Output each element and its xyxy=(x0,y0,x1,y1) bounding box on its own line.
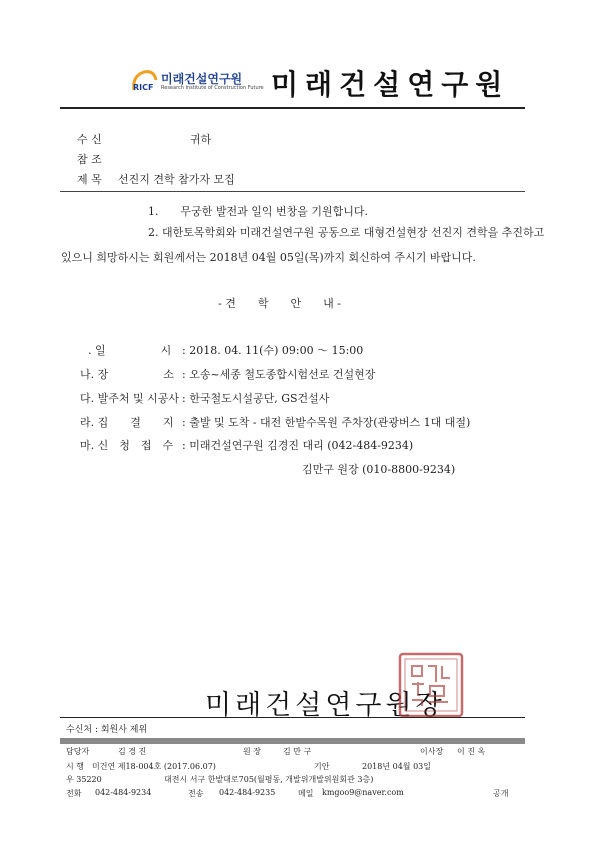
logo-mark-icon xyxy=(130,68,158,94)
detail-label-place: 나. 장 소 xyxy=(80,368,174,381)
paragraph-2-line-2: 있으니 희망하시는 회원께서는 2018년 04월 05일(목)까지 회신하여 주시기 바랍니다. xyxy=(61,251,476,264)
detail-label-apply: 마. 신 청 접 수 xyxy=(80,439,174,452)
recipients: 수신처 : 회원사 제위 xyxy=(66,725,148,735)
footer-fax: 042-484-9235 xyxy=(219,788,276,797)
logo-name-en: Research Institute of Construction Future xyxy=(161,85,264,91)
logo-name-ko: 미래건설연구원 xyxy=(161,72,243,86)
signature: 미래건설연구원장 xyxy=(205,690,446,721)
official-seal xyxy=(398,652,464,718)
subject-value: 선진지 견학 참가자 모집 xyxy=(118,173,235,186)
paragraph-1: 1. 무궁한 발전과 일익 번창을 기원합니다. xyxy=(148,205,368,218)
ref-label: 참 조 xyxy=(77,153,102,166)
subject-divider xyxy=(60,191,525,192)
detail-value-place: : 오송~세종 철도종합시험선로 건설현장 xyxy=(182,368,376,381)
footer-address: 대전시 서구 한밭대로705(월평동, 개발위개발위원회관 3층) xyxy=(164,775,374,784)
footer-chair-label: 이사장 xyxy=(420,747,444,756)
detail-label-meeting: 라. 집 결 지 xyxy=(80,416,174,429)
recipients-top-divider xyxy=(60,717,525,718)
footer-tel: 042-484-9234 xyxy=(95,788,152,797)
detail-value-date: : 2018. 04. 11(수) 09:00 ～ 15:00 xyxy=(182,344,364,357)
to-value: 귀하 xyxy=(190,133,212,146)
footer-staff-label: 담당자 xyxy=(66,747,90,756)
footer-mail[interactable]: kmgoo9@naver.com xyxy=(322,788,404,797)
detail-label-date: . 일 시 xyxy=(88,344,172,357)
footer-public: 공개 xyxy=(493,789,509,798)
to-label: 수 신 xyxy=(77,133,102,146)
svg-text:RICF: RICF xyxy=(133,83,154,92)
footer-enforce-label: 시 행 xyxy=(66,762,84,771)
footer-tel-label: 전화 xyxy=(66,789,82,798)
notice-heading: - 견 학 안 내 - xyxy=(218,297,341,310)
header-title: 미래건설연구원 xyxy=(271,68,510,101)
detail-label-contractor: 다. 발주처 및 시공사 xyxy=(80,392,179,405)
header-divider xyxy=(60,107,525,109)
footer-director-name: 김 만 구 xyxy=(283,747,312,756)
detail-value-apply: : 미래건설연구원 김경진 대리 (042-484-9234) xyxy=(182,439,414,452)
footer-chair-name: 이 진 옥 xyxy=(457,747,486,756)
paragraph-2-line-1: 2. 대한토목학회와 미래건설연구원 공동으로 대형건설현장 선진지 견학을 추진하고 xyxy=(148,226,545,239)
footer-fax-label: 전송 xyxy=(188,789,204,798)
footer-staff-name: 김 경 진 xyxy=(118,747,147,756)
subject-label: 제 목 xyxy=(77,173,102,186)
detail-value-apply-extra: 김만구 원장 (010-8800-9234) xyxy=(302,463,456,476)
footer-draft-label: 기안 xyxy=(314,762,330,771)
footer-bar xyxy=(60,738,525,744)
detail-value-contractor: : 한국철도시설공단, GS건설사 xyxy=(182,392,330,405)
detail-value-meeting: : 출발 및 도착 - 대전 한밭수목원 주차장(관광버스 1대 대절) xyxy=(182,416,471,429)
footer-enforce-value: 미건연 제18-004호 (2017.06.07) xyxy=(92,762,216,771)
footer-mail-label: 메일 xyxy=(298,789,314,798)
footer-zip: 우 35220 xyxy=(66,775,102,784)
footer-draft-value: 2018년 04월 03일 xyxy=(362,762,431,771)
footer-director-label: 원 장 xyxy=(243,747,261,756)
